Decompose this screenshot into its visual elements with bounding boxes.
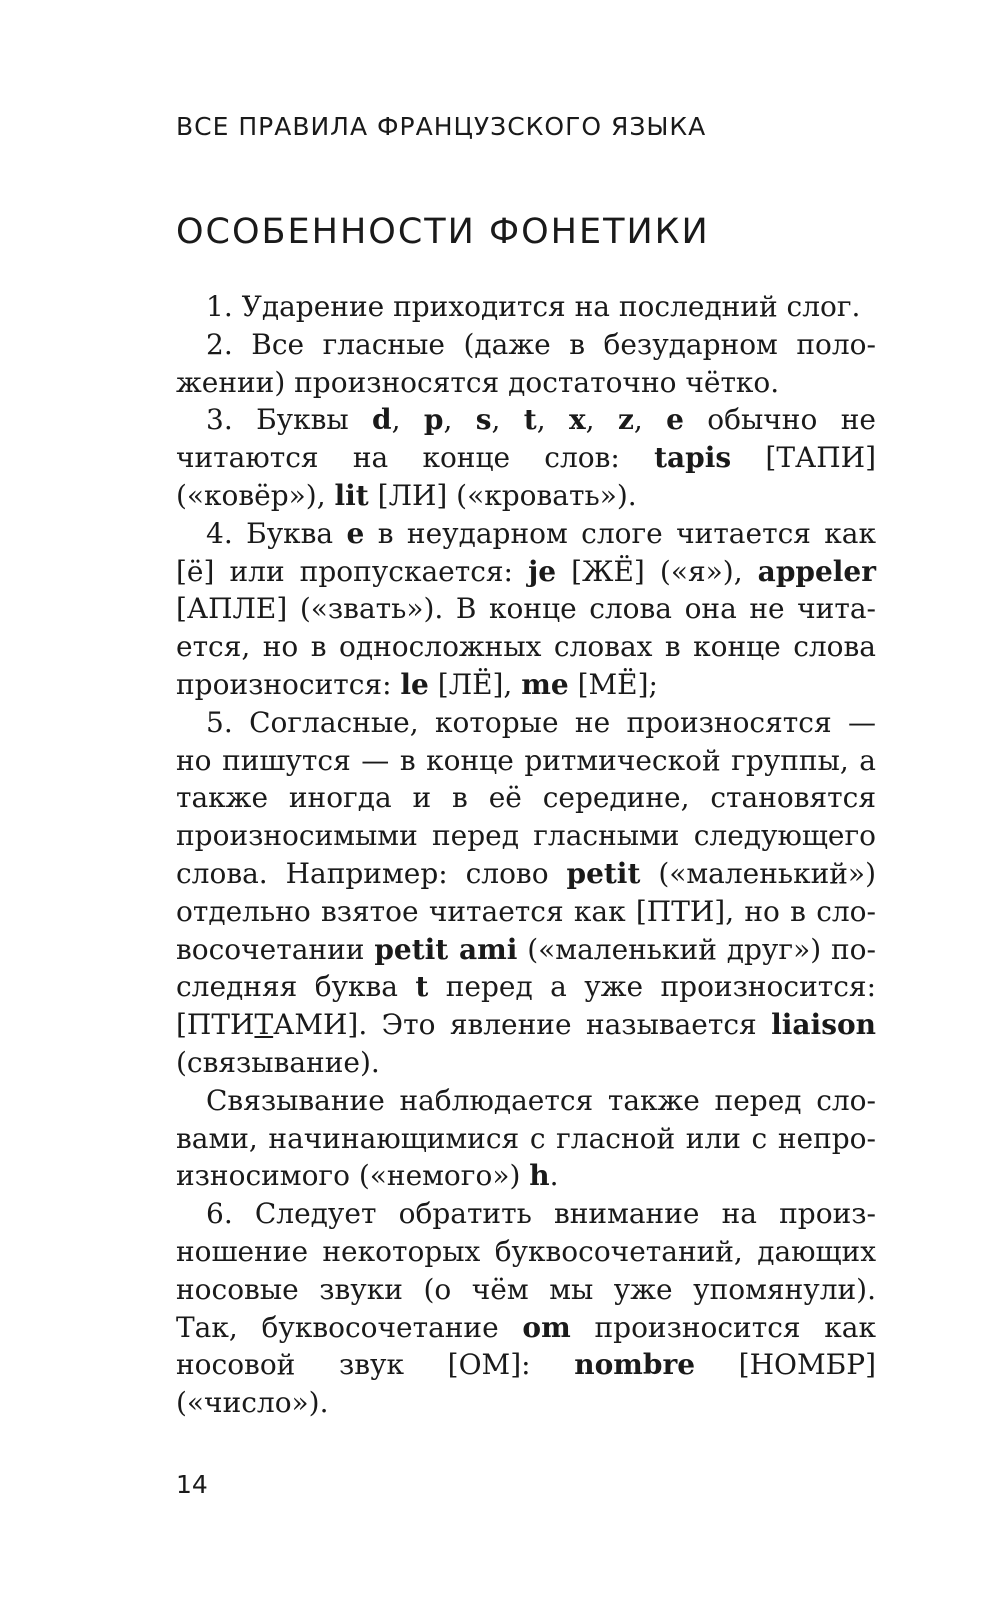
rule-6: 6. Следует обратить внимание на произношение некоторых буквосочетаний, дающих носовые звуки (о чём мы уже упомянули). Так, буквосочетание om произносится как носовой звук [ОМ]: nombre [НОМБР] («число»). <box>176 1197 876 1420</box>
rule-4: 4. Буква e в неударном слоге читается как [ё] или пропускается: je [ЖЁ] («я»), appeler [АПЛЕ] («звать»). В конце слова она не читается, но в односложных словах в конце слова произносится: le [ЛЁ], me [МЁ]; <box>176 516 877 701</box>
rule-1: 1. Ударение приходится на последний слог. <box>206 290 861 323</box>
liaison-note: Связывание наблюдается также перед словами, начинающимися с гласной или с непроизносимого («немого») h. <box>176 1083 876 1193</box>
section-title: ОСОБЕННОСТИ ФОНЕТИКИ <box>176 212 710 252</box>
rule-2: 2. Все гласные (даже в безударном положении) произносятся достаточно чётко. <box>176 327 876 399</box>
running-head: ВСЕ ПРАВИЛА ФРАНЦУЗСКОГО ЯЗЫКА <box>176 112 707 141</box>
body-text <box>176 288 876 1422</box>
liaison-letter: Т <box>254 1008 274 1042</box>
page-number: 14 <box>176 1470 208 1499</box>
rule-5: 5. Согласные, которые не произносятся — но пишутся — в конце ритмической группы, а также иногда и в её середине, становятся произносимыми перед гласными следующего слова. Например: слово petit («маленький») отдельно взятое читается как [ПТИ], но в словосочетании petit ami («маленький друг») последняя буква t перед а уже произносится: [ПТИТАМИ]. Это явление называется liaison (связывание). <box>176 705 877 1079</box>
rule-3: 3. Буквы d, p, s, t, x, z, e обычно не читаются на конце слов: tapis [ТАПИ] («ковёр»), lit [ЛИ] («кровать»). <box>176 403 876 512</box>
